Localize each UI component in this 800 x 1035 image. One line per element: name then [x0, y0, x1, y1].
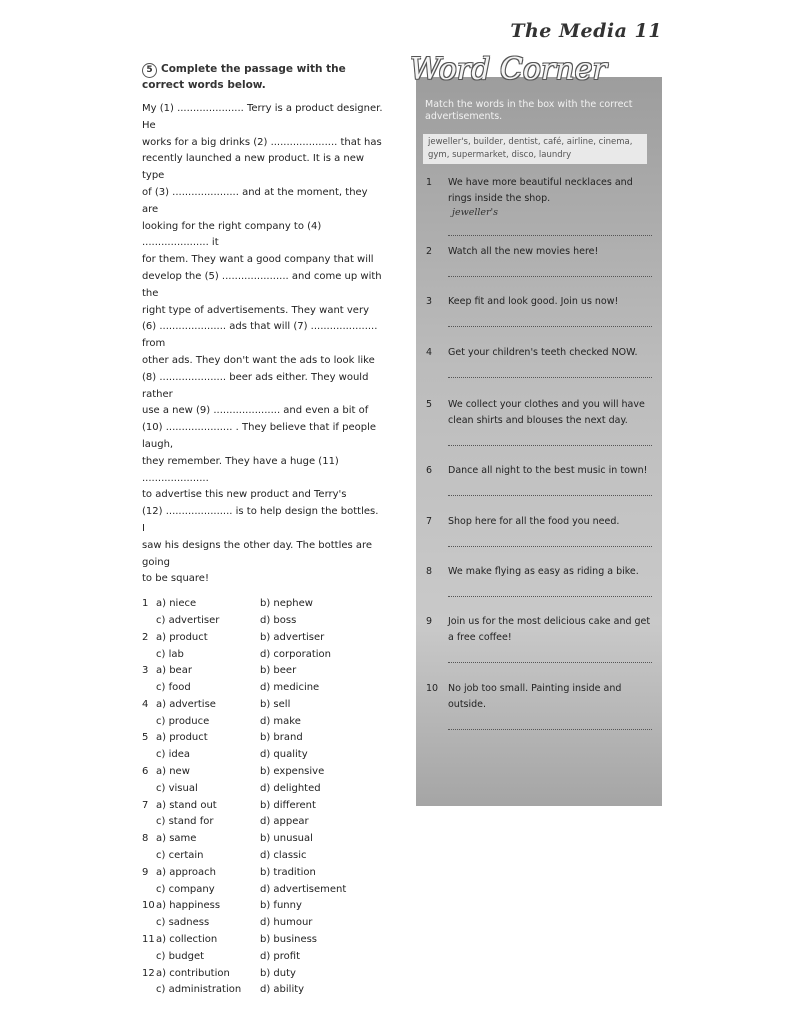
- word-corner-item: [426, 614, 652, 663]
- option-d: d) appear: [260, 816, 309, 828]
- word-corner-item: [426, 294, 652, 327]
- option-row: [142, 680, 384, 697]
- option-c: c) advertiser: [156, 614, 220, 626]
- answer-line[interactable]: [448, 481, 652, 496]
- option-b: b) brand: [260, 732, 303, 744]
- word-corner-title: Word Corner: [410, 52, 607, 87]
- option-a: a) stand out: [156, 799, 217, 811]
- page-header-title: The Media 11: [510, 20, 662, 42]
- item-text: Join us for the most delicious cake and get a free coffee!: [448, 616, 651, 643]
- answer-line[interactable]: [448, 363, 652, 378]
- item-text: Shop here for all the food you need.: [448, 516, 620, 527]
- option-row: [142, 898, 384, 915]
- option-number: 10: [142, 900, 155, 912]
- exercise-section: [142, 62, 384, 999]
- option-a: a) new: [156, 766, 190, 778]
- option-number: 4: [142, 698, 149, 710]
- exercise-number: 5: [142, 63, 157, 78]
- option-row: [142, 630, 384, 647]
- word-corner-instruction: Match the words in the box with the correct advertisements.: [425, 99, 633, 122]
- option-row: [142, 764, 384, 781]
- option-a: a) happiness: [156, 900, 221, 912]
- option-c: c) administration: [156, 984, 242, 996]
- option-d: d) boss: [260, 614, 297, 626]
- item-number: 5: [426, 399, 433, 410]
- option-d: d) corporation: [260, 648, 332, 660]
- option-row: [142, 814, 384, 831]
- option-number: 5: [142, 732, 149, 744]
- option-row: [142, 949, 384, 966]
- item-number: 1: [426, 177, 433, 188]
- answer-line[interactable]: [448, 262, 652, 277]
- item-text: Watch all the new movies here!: [448, 246, 599, 257]
- item-number: 7: [426, 516, 433, 527]
- option-row: [142, 831, 384, 848]
- option-number: 12: [142, 967, 155, 979]
- option-number: 1: [142, 598, 149, 610]
- item-text: No job too small. Painting inside and outside.: [448, 683, 622, 710]
- option-row: [142, 596, 384, 613]
- option-row: [142, 697, 384, 714]
- answer-line[interactable]: [448, 582, 652, 597]
- answer-line[interactable]: [448, 648, 652, 663]
- option-row: [142, 663, 384, 680]
- exercise-passage: My (1) ..................... Terry is a product designer. He works for a big drinks (2) ..................... that has recently launched a new product. It is a new type of (3) ..................... and at the moment, they are looking for the right company to (4) ..................... it for them. They want a good company that will develop the (5) ..................... and come up with the right type of advertisements. They want very (6) ..................... ads that will (7) ..................... from other ads. They don't want the ads to look like (8) ..................... beer ads either. They would rather use a new (9) ..................... and even a bit of (10) ..................... . They believe that if people laugh, they remember. They have a huge (11) ..................... to advertise this new product and Terry's (12) ..................... is to help design the bottles. I saw his designs the other day. The bottles are going to be square!: [142, 103, 383, 585]
- option-c: c) certain: [156, 850, 204, 862]
- option-b: b) unusual: [260, 833, 313, 845]
- option-a: a) collection: [156, 934, 218, 946]
- option-a: a) contribution: [156, 967, 230, 979]
- option-a: a) product: [156, 732, 208, 744]
- word-corner-item: [426, 397, 652, 446]
- item-text: Keep fit and look good. Join us now!: [448, 296, 619, 307]
- option-b: b) tradition: [260, 866, 316, 878]
- option-b: b) sell: [260, 698, 291, 710]
- option-a: a) niece: [156, 598, 197, 610]
- answer-line[interactable]: [448, 532, 652, 547]
- option-c: c) budget: [156, 950, 205, 962]
- option-row: [142, 848, 384, 865]
- item-text: We have more beautiful necklaces and rings inside the shop.: [448, 177, 633, 204]
- option-row: [142, 798, 384, 815]
- item-number: 6: [426, 465, 433, 476]
- option-d: d) make: [260, 715, 301, 727]
- word-corner-item: [426, 244, 652, 277]
- option-b: b) beer: [260, 665, 297, 677]
- option-d: d) ability: [260, 984, 305, 996]
- option-c: c) lab: [156, 648, 184, 660]
- word-corner-item: [426, 463, 652, 496]
- option-c: c) idea: [156, 749, 190, 761]
- option-number: 2: [142, 631, 149, 643]
- option-a: a) advertise: [156, 698, 216, 710]
- item-number: 8: [426, 566, 433, 577]
- option-c: c) produce: [156, 715, 210, 727]
- item-text: We make flying as easy as riding a bike.: [448, 566, 639, 577]
- option-c: c) company: [156, 883, 215, 895]
- option-row: [142, 730, 384, 747]
- word-corner-item: [426, 175, 652, 236]
- option-b: b) advertiser: [260, 631, 325, 643]
- exercise-heading: [142, 62, 384, 92]
- option-d: d) medicine: [260, 682, 320, 694]
- option-row: [142, 647, 384, 664]
- option-row: [142, 613, 384, 630]
- option-c: c) visual: [156, 782, 198, 794]
- option-row: [142, 747, 384, 764]
- option-d: d) quality: [260, 749, 308, 761]
- option-a: a) product: [156, 631, 208, 643]
- option-row: [142, 915, 384, 932]
- item-text: Dance all night to the best music in town!: [448, 465, 648, 476]
- option-d: d) advertisement: [260, 883, 347, 895]
- options-list: [142, 596, 384, 999]
- option-a: a) bear: [156, 665, 192, 677]
- option-row: [142, 966, 384, 983]
- option-number: 3: [142, 665, 149, 677]
- option-number: 8: [142, 833, 149, 845]
- option-b: b) duty: [260, 967, 296, 979]
- item-text: We collect your clothes and you will have clean shirts and blouses the next day.: [448, 399, 645, 426]
- option-a: a) same: [156, 833, 197, 845]
- option-c: c) sadness: [156, 917, 210, 929]
- item-text: Get your children's teeth checked NOW.: [448, 347, 638, 358]
- answer-line[interactable]: [448, 431, 652, 446]
- option-c: c) food: [156, 682, 191, 694]
- option-row: [142, 932, 384, 949]
- option-row: [142, 865, 384, 882]
- answer-line[interactable]: [448, 221, 652, 236]
- option-b: b) funny: [260, 900, 302, 912]
- option-row: [142, 781, 384, 798]
- option-number: 9: [142, 866, 149, 878]
- option-a: a) approach: [156, 866, 217, 878]
- option-number: 7: [142, 799, 149, 811]
- word-corner-item: [426, 345, 652, 378]
- option-row: [142, 882, 384, 899]
- item-number: 3: [426, 296, 433, 307]
- item-number: 2: [426, 246, 433, 257]
- option-row: [142, 714, 384, 731]
- option-number: 6: [142, 766, 149, 778]
- exercise-title: Complete the passage with the correct words below.: [142, 63, 346, 91]
- option-d: d) profit: [260, 950, 301, 962]
- option-b: b) nephew: [260, 598, 313, 610]
- word-box: jeweller's, builder, dentist, café, airline, cinema, gym, supermarket, disco, laundry: [423, 134, 647, 164]
- option-d: d) delighted: [260, 782, 321, 794]
- option-b: b) expensive: [260, 766, 325, 778]
- option-row: [142, 982, 384, 999]
- option-b: b) business: [260, 934, 318, 946]
- option-d: d) classic: [260, 850, 307, 862]
- item-number: 10: [426, 683, 439, 694]
- word-corner-item: [426, 564, 652, 597]
- option-c: c) stand for: [156, 816, 214, 828]
- item-answer: jeweller's: [452, 207, 499, 218]
- option-d: d) humour: [260, 917, 313, 929]
- option-b: b) different: [260, 799, 316, 811]
- word-corner-item: [426, 514, 652, 547]
- answer-line[interactable]: [448, 312, 652, 327]
- word-corner-item: [426, 681, 652, 730]
- item-number: 4: [426, 347, 433, 358]
- answer-line[interactable]: [448, 715, 652, 730]
- item-number: 9: [426, 616, 433, 627]
- option-number: 11: [142, 934, 155, 946]
